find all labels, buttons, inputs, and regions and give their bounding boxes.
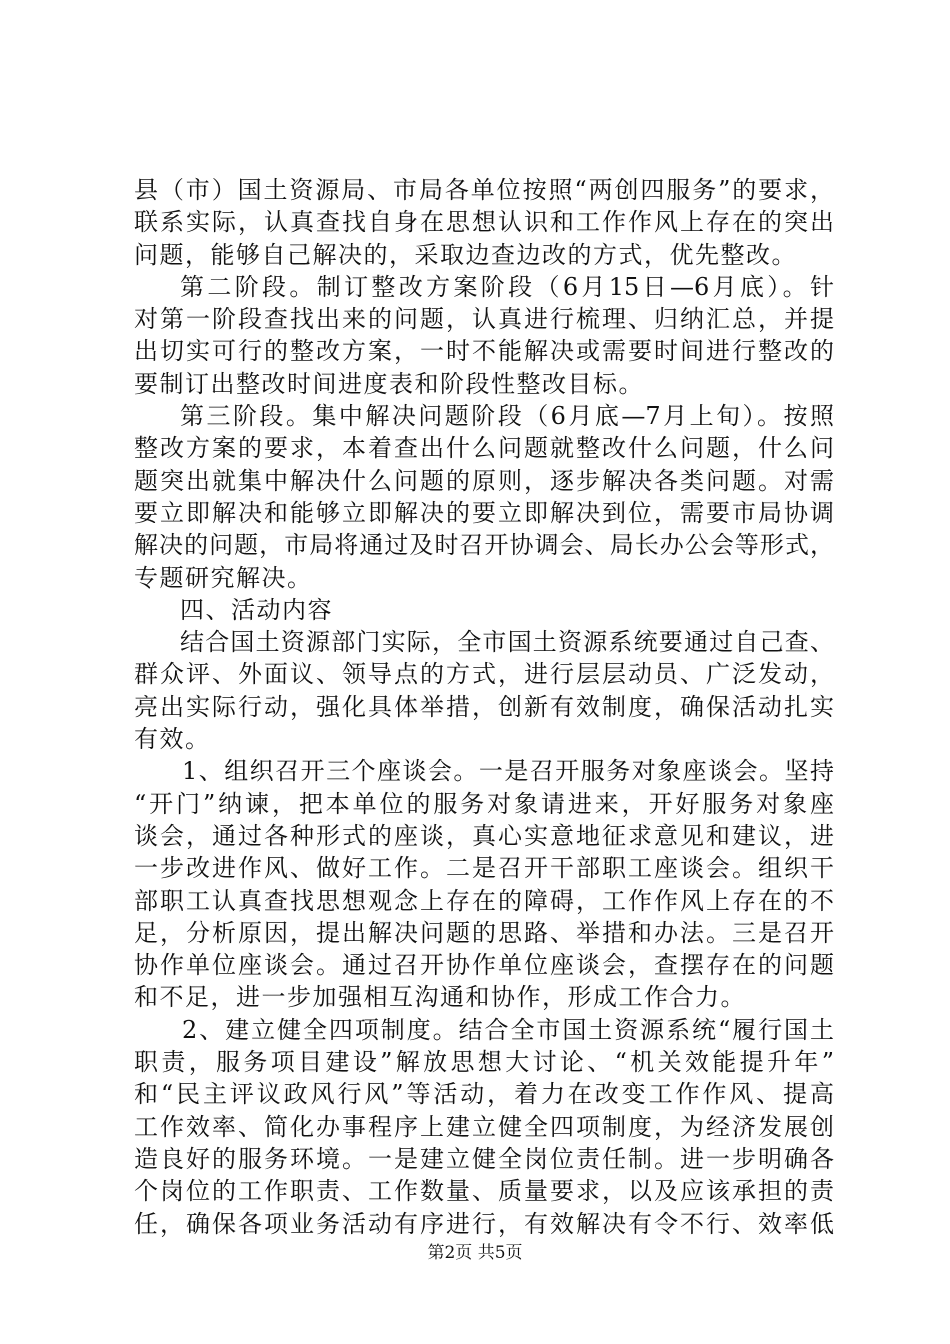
text-line: 整改方案的要求，本着查出什么问题就整改什么问题，什么问 [134, 434, 834, 463]
text-line: 出切实可行的整改方案，一时不能解决或需要时间进行整改的 [134, 337, 834, 366]
text-line: 第二阶段。制订整改方案阶段（6月15日—6月底）。针 [180, 272, 834, 301]
text-line: 谈会，通过各种形式的座谈，真心实意地征求意见和建议，进 [134, 821, 834, 850]
text-line: 工作效率、简化办事程序上建立健全四项制度，为经济发展创 [134, 1112, 834, 1141]
text-line: 造良好的服务环境。一是建立健全岗位责任制。进一步明确各 [134, 1144, 834, 1173]
text-line: 联系实际，认真查找自身在思想认识和工作作风上存在的突出 [134, 208, 834, 237]
text-line: 要立即解决和能够立即解决的要立即解决到位，需要市局协调 [134, 498, 834, 527]
document-body [134, 174, 834, 1240]
page-footer: 第2页 共5页 [427, 1243, 523, 1263]
text-line: 和“民主评议政风行风”等活动，着力在改变工作作风、提高 [134, 1080, 834, 1109]
text-line: 有效。 [134, 725, 211, 754]
text-line: 亮出实际行动，强化具体举措，创新有效制度，确保活动扎实 [134, 692, 834, 721]
text-line: 任，确保各项业务活动有序进行，有效解决有令不行、效率低 [134, 1209, 834, 1238]
text-line: 对第一阶段查找出来的问题，认真进行梳理、归纳汇总，并提 [134, 305, 834, 334]
text-line: 问题，能够自己解决的，采取边查边改的方式，优先整改。 [134, 240, 797, 269]
text-line: 部职工认真查找思想观念上存在的障碍，工作作风上存在的不 [134, 886, 834, 915]
text-line: 协作单位座谈会。通过召开协作单位座谈会，查摆存在的问题 [134, 951, 834, 980]
text-line: 要制订出整改时间进度表和阶段性整改目标。 [134, 369, 644, 398]
text-line: 县（市）国土资源局、市局各单位按照“两创四服务”的要求， [134, 176, 834, 204]
section-heading: 四、活动内容 [180, 595, 333, 624]
text-line: 1、组织召开三个座谈会。一是召开服务对象座谈会。坚持 [182, 757, 834, 786]
text-line: 和不足，进一步加强相互沟通和协作，形成工作合力。 [134, 983, 746, 1012]
text-line: 群众评、外面议、领导点的方式，进行层层动员、广泛发动， [134, 660, 834, 689]
text-line: 职责，服务项目建设”解放思想大讨论、“机关效能提升年” [134, 1048, 834, 1077]
text-line: “开门”纳谏，把本单位的服务对象请进来，开好服务对象座 [134, 789, 834, 818]
text-line: 解决的问题，市局将通过及时召开协调会、局长办公会等形式， [134, 531, 834, 560]
text-line: 结合国土资源部门实际，全市国土资源系统要通过自己查、 [180, 628, 834, 657]
text-line: 题突出就集中解决什么问题的原则，逐步解决各类问题。对需 [134, 466, 834, 495]
text-line: 2、建立健全四项制度。结合全市国土资源系统“履行国土 [182, 1015, 834, 1044]
text-line: 第三阶段。集中解决问题阶段（6月底—7月上旬）。按照 [180, 402, 834, 431]
text-line: 足，分析原因，提出解决问题的思路、举措和办法。三是召开 [134, 918, 834, 947]
text-line: 专题研究解决。 [134, 563, 313, 592]
text-line: 一步改进作风、做好工作。二是召开干部职工座谈会。组织干 [134, 854, 834, 883]
text-line: 个岗位的工作职责、工作数量、质量要求，以及应该承担的责 [134, 1177, 834, 1206]
